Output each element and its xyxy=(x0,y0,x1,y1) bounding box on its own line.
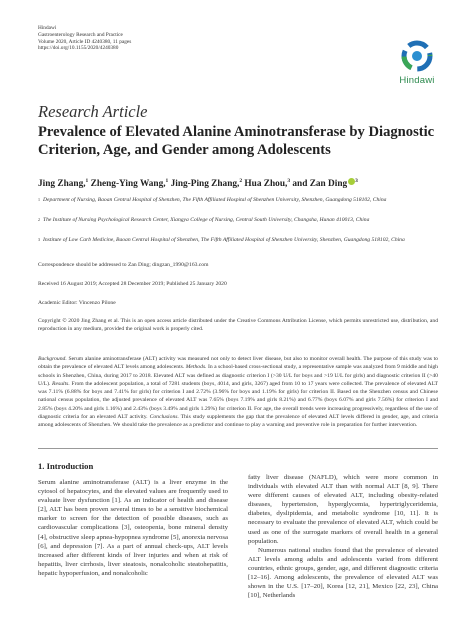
affiliation-number: 1 xyxy=(38,197,40,202)
abstract-background: Serum alanine aminotransferase (ALT) activity was measured not only to detect liver disease, but also to monitor overall health. The purpose of this study was to obtain the prevalence of elevated ALT levels among adolescents. xyxy=(38,356,438,371)
body-paragraph: Numerous national studies found that the prevalence of elevated ALT levels among adults and adolescents varied from different countries, ethnic groups, gender, age, and different diagnostic criteria [12–16]. Among adolescents, the prevalence of elevated ALT was shown in the U.S. [17–20], Korea [12, 21], Mexico [22, 23], China [10], Netherlands xyxy=(248,546,438,600)
author-affil-ref: 3 xyxy=(287,178,291,184)
correspondence: Correspondence should be addressed to Zan Ding; dingzan_1990@163.com xyxy=(38,262,209,268)
journal-info xyxy=(38,25,258,52)
author-affil-ref: 1 xyxy=(85,178,89,184)
affiliation-text: Institute of Low Carb Medicine, Baoan Central Hospital of Shenzhen, The Fifth Affiliated Hospital of Shenzhen University, Shenzhen, Guangdong 518102, China xyxy=(43,237,405,243)
abstract-methods: In a school-based cross-sectional study, a representative sample was analyzed from 9 middle and high schools in Shenzhen, China, during 2017 to 2018. Elevated ALT was defined as diagnostic criterion I (>30 U/L for boys and >19 U/L for girls) and diagnostic criterion II (>40 U/L). xyxy=(38,364,438,387)
body-column-left xyxy=(38,478,228,578)
affiliation xyxy=(38,217,438,225)
affiliation-text: The Institute of Nursing Psychological Research Center, Xiangya College of Nursing, Central South University, Changsha, Hunan 410013, China xyxy=(43,217,370,223)
article-type: Research Article xyxy=(38,102,148,121)
affiliation-number: 3 xyxy=(38,237,40,242)
academic-editor: Academic Editor: Vincenzo Pilone xyxy=(38,300,116,306)
journal-name: Gastroenterology Research and Practice xyxy=(38,31,123,38)
hindawi-logo-icon xyxy=(399,38,435,74)
author-affil-ref: 2 xyxy=(239,178,243,184)
body-paragraph: Serum alanine aminotransferase (ALT) is a liver enzyme in the cytosol of hepatocytes, and the elevated values are frequently used to evaluate liver dysfunction [1]. As an indicator of health and disease [2], ALT has been proven several times to be a sensitive biochemical marker to screen for the detection of possible diseases, such as cardiovascular complications [3], osteopenia, bone mineral density [4], obstructive sleep apnea-hypopnea syndrome [5], anorexia nervosa [6], and depression [7]. As a part of annual check-ups, ALT levels increased after different kinds of liver injuries and when at risk of hepatitis, liver cirrhosis, liver steatosis, nonalcoholic steatohepatitis, hepatic hypoperfusion, and nonalcoholic xyxy=(38,479,228,577)
abstract-conclusions-label: Conclusions. xyxy=(149,413,179,420)
section-divider xyxy=(38,448,438,449)
author-affil-ref: 1 xyxy=(165,178,169,184)
abstract-results: From the adolescent population, a total of 7281 students (boys, 4014, and girls, 3267) aged from 10 to 17 years were collected. The prevalence of elevated ALT was 7.11% (6.88% for boys and 7.41% for girls) for criterion I and 2.72% (3.96% for boys and 1.19% for girls) for criterion II. Based on the Shenzhen census and Chinese national census population, the adjusted prevalence of elevated ALT was 7.65% (boys 7.19% and girls 8.21%) and 6.77% (boys 6.07% and girls 7.56%) for criterion I and 2.85% (boys 4.20% and girls 1.16%) and 2.43% (boys 3.49% and girls 1.29%) for criterion II. For age, the overall trends were increasing progressively, regardless of the use of diagnostic criteria for an elevated ALT activity. xyxy=(38,380,438,420)
author-affil-ref: 3 xyxy=(355,178,358,184)
volume-line: Volume 2020, Article ID 4240380, 11 pages xyxy=(38,38,132,45)
abstract-results-label: Results. xyxy=(52,380,70,387)
publisher-name: Hindawi xyxy=(38,25,57,31)
doi-link[interactable]: https://doi.org/10.1155/2020/4240380 xyxy=(38,45,119,52)
affiliation-text: Department of Nursing, Baoan Central Hospital of Shenzhen, The Fifth Affiliated Hospital of Shenzhen University, Shenzhen, Guangdong 518102, China xyxy=(43,197,387,203)
abstract-background-label: Background. xyxy=(38,356,67,362)
affiliation-number: 2 xyxy=(38,217,40,222)
author-name[interactable]: Jing-Ping Zhang, xyxy=(170,179,240,190)
author-list xyxy=(38,178,438,189)
hindawi-logo xyxy=(391,38,443,88)
abstract-conclusions: This study supplements the gap that the prevalence of elevated ALT levels differed in gender, age, and criteria among adolescents of Shenzhen. We should take the prevalence as a predictor and continue to play a warning and preventive role in preparation for further intervention. xyxy=(38,413,438,428)
copyright-notice: Copyright © 2020 Jing Zhang et al. This is an open access article distributed under the Creative Commons Attribution License, which permits unrestricted use, distribution, and reproduction in any medium, provided the original work is properly cited. xyxy=(38,318,438,332)
abstract xyxy=(38,355,438,429)
body-paragraph: fatty liver disease (NAFLD), which were more common in individuals with elevated ALT than with normal ALT [8, 9]. There were different causes of elevated ALT, including obesity-related diseases, hypertension, hyperglycemia, hypertriglyceridemia, diabetes, dyslipidemia, and metabolic syndrome [10, 11]. It is necessary to evaluate the prevalence of elevated ALT, which could be used as one of the surrogate markers of overall health in a general population. xyxy=(248,474,438,545)
article-dates: Received 16 August 2019; Accepted 28 December 2019; Published 25 January 2020 xyxy=(38,281,227,287)
body-column-right xyxy=(248,473,438,600)
author-name[interactable]: Hua Zhou, xyxy=(244,179,288,190)
logo-wordmark: Hindawi xyxy=(399,75,435,86)
affiliation xyxy=(38,237,438,245)
article-title: Prevalence of Elevated Alanine Aminotransferase by Diagnostic Criterion, Age, and Gender among Adolescents xyxy=(38,124,435,158)
author-name[interactable]: Jing Zhang, xyxy=(38,179,86,190)
section-heading: 1. Introduction xyxy=(38,461,94,471)
affiliation xyxy=(38,197,438,205)
abstract-methods-label: Methods. xyxy=(185,364,207,371)
author-name[interactable]: and Zan Ding xyxy=(292,179,348,190)
author-name[interactable]: Zheng-Ying Wang, xyxy=(90,179,166,190)
